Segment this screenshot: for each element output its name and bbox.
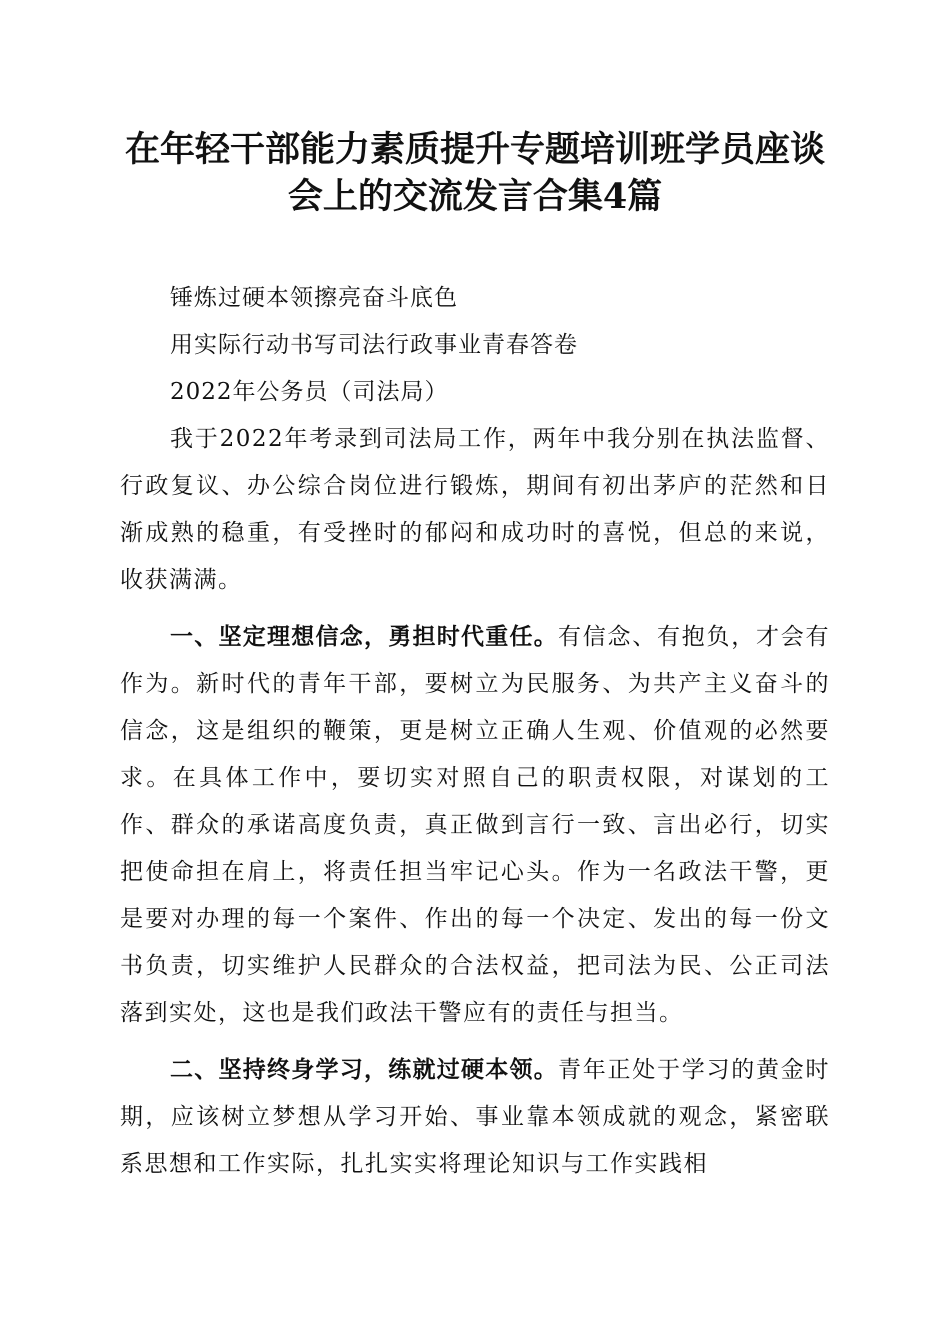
section-2-body: 青年正处于学习的黄金时期，应该树立梦想从学习开始、事业靠本领成就的观念，紧密联系思想和工作实际，扎扎实实将理论知识与工作实践相: [120, 1057, 830, 1177]
section-1-heading: 一、坚定理想信念，勇担时代重任。: [170, 624, 558, 650]
section-2-paragraph: [120, 1047, 830, 1188]
document-title: [120, 126, 830, 220]
document-page: [120, 126, 830, 1188]
title-line-2: 会上的交流发言合集4篇: [287, 176, 663, 217]
section-2-heading: 二、坚持终身学习，练就过硬本领。: [170, 1057, 558, 1083]
intro-paragraph: 我于2022年考录到司法局工作，两年中我分别在执法监督、行政复议、办公综合岗位进行锻炼，期间有初出茅庐的茫然和日渐成熟的稳重，有受挫时的郁闷和成功时的喜悦，但总的来说，收获满满。: [120, 426, 830, 593]
section-1-body: 有信念、有抱负，才会有作为。新时代的青年干部，要树立为民服务、为共产主义奋斗的信念，这是组织的鞭策，更是树立正确人生观、价值观的必然要求。在具体工作中，要切实对照自己的职责权限，对谋划的工作、群众的承诺高度负责，真正做到言行一致、言出必行，切实把使命担在肩上，将责任担当牢记心头。作为一名政法干警，更是要对办理的每一个案件、作出的每一个决定、发出的每一份文书负责，切实维护人民群众的合法权益，把司法为民、公正司法落到实处，这也是我们政法干警应有的责任与担当。: [120, 624, 830, 1026]
speech-heading-block: [120, 275, 830, 416]
section-1-paragraph: [120, 614, 830, 1037]
speech-author: 2022年公务员（司法局）: [170, 379, 449, 405]
title-line-1: 在年轻干部能力素质提升专题培训班学员座谈: [124, 129, 825, 170]
speech-subtitle-2: 用实际行动书写司法行政事业青春答卷: [170, 332, 578, 358]
speech-subtitle-1: 锤炼过硬本领擦亮奋斗底色: [170, 285, 458, 311]
